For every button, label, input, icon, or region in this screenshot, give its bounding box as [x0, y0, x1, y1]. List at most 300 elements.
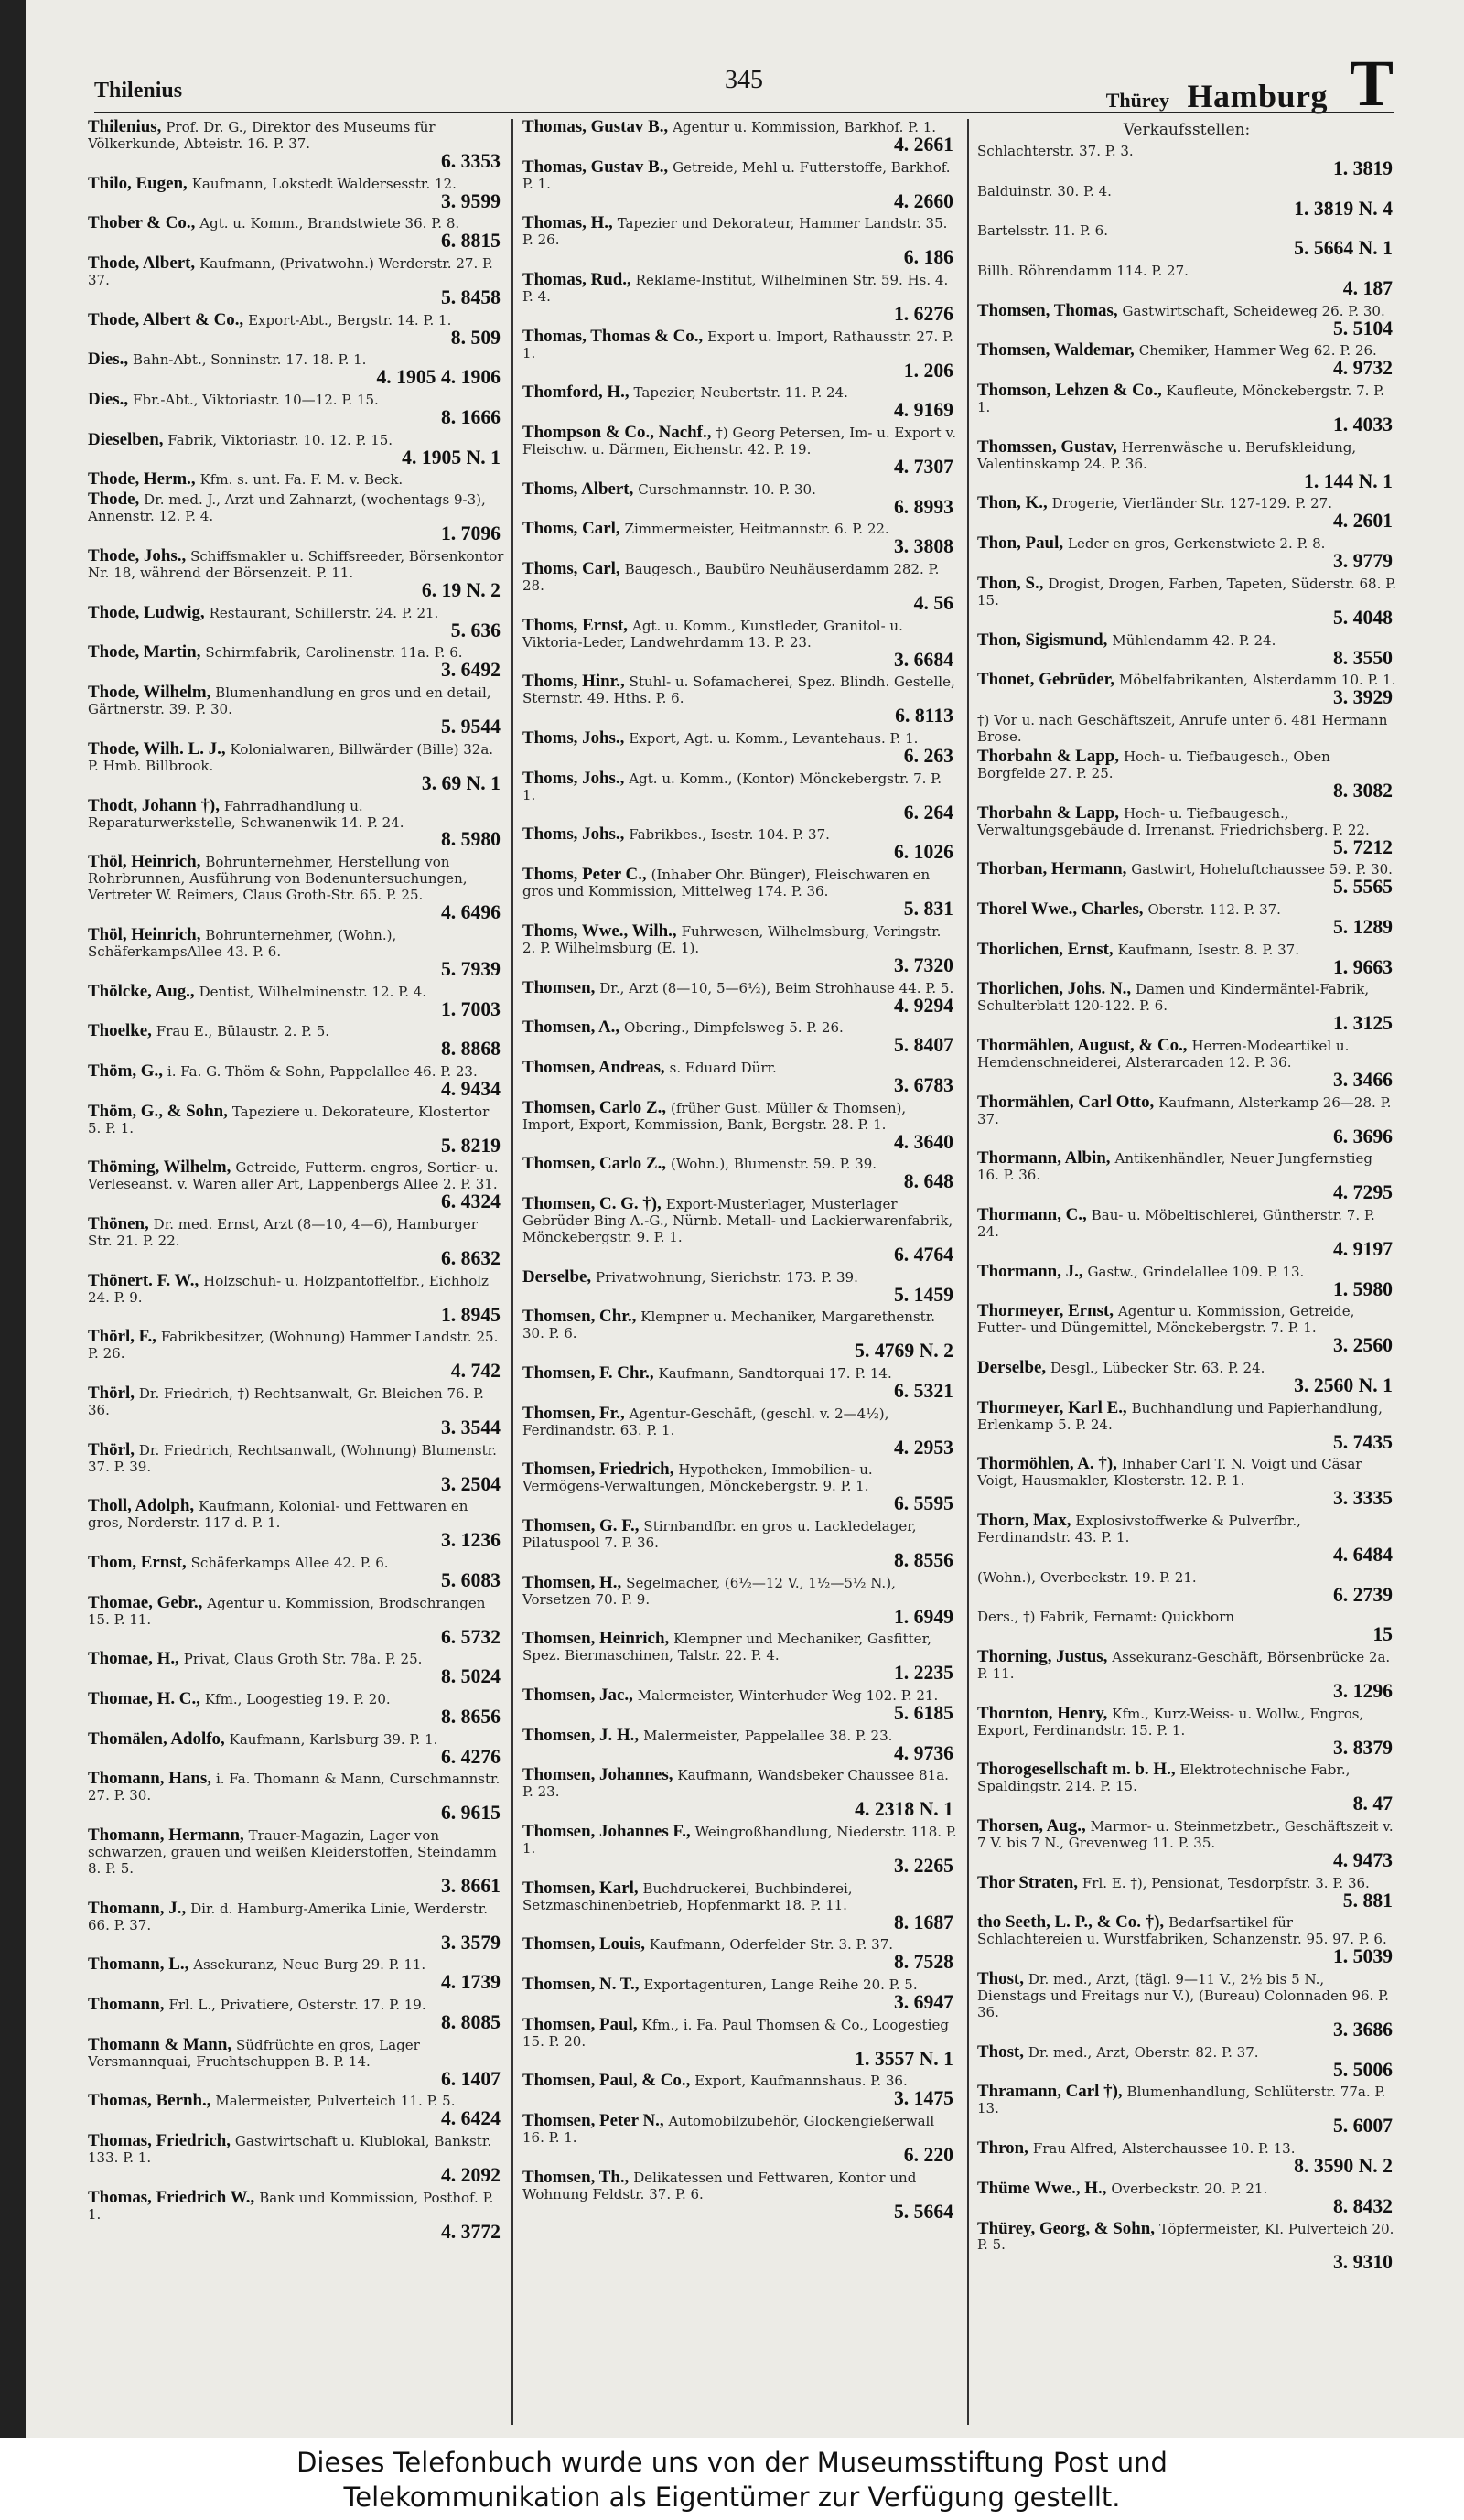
entry-details: Dir. d. Hamburg-Amerika Linie, Werderstr. 66. P. 37. — [88, 1900, 489, 1933]
entry-details: Assekuranz-Geschäft, Börsenbrücke 2a. P. 11. — [977, 1649, 1391, 1683]
directory-entry — [88, 2093, 504, 2130]
entry-name: Thomas, Gustav B., — [522, 119, 669, 136]
entry-phone-number: 4. 2318 N. 1 — [855, 1798, 953, 1821]
entry-details: Oberstr. 112. P. 37. — [1147, 900, 1281, 918]
entry-details: Privatwohnung, Sierichstr. 173. P. 39. — [596, 1268, 858, 1286]
entry-details: Dr. med., Arzt, (tägl. 9—11 V., 2½ bis 5 N., Dienstags und Freitags nur V.), (Bureau) Colonnaden 96. P. 36. — [977, 1971, 1389, 2021]
entry-details: Restaurant, Schillerstr. 24. P. 21. — [209, 604, 439, 621]
scan-edge — [0, 0, 26, 2438]
entry-details: (Inhaber Ohr. Bünger), Fleischwaren en gros und Kommission, Mittelweg 174. P. 36. — [522, 867, 931, 900]
directory-entry — [522, 1515, 957, 1572]
entry-name: Thorel Wwe., Charles, — [977, 899, 1144, 919]
entry-details: Gastwirtschaft u. Klublokal, Bankstr. 133. P. 1. — [88, 2133, 492, 2167]
entry-details: Zimmermeister, Heitmannstr. 6. P. 22. — [624, 521, 889, 538]
header-rule — [94, 112, 1394, 113]
entry-details: Fabrikbes., Isestr. 104. P. 37. — [629, 826, 830, 844]
entry-phone-number: 4. 3772 — [440, 2220, 501, 2243]
entry-phone-number: 6. 1026 — [893, 841, 953, 864]
entry-phone-number: 5. 5664 N. 1 — [1294, 237, 1393, 260]
directory-entry — [977, 143, 1396, 180]
entry-details: Tapezier und Dekorateur, Hammer Landstr. 35. P. 26. — [522, 215, 948, 249]
entry-phone-number: 5. 1459 — [893, 1283, 953, 1306]
entry-name: Thoms, Carl, — [522, 559, 620, 579]
entry-name: Thomsen, F. Chr., — [522, 1362, 654, 1383]
entry-details: Hoch- u. Tiefbaugesch., Oben Borgfelde 27. P. 25. — [977, 748, 1330, 781]
entry-details: Bahn-Abt., Sonninstr. 17. 18. P. 1. — [133, 351, 367, 369]
entry-phone-number: 4. 56 — [913, 592, 953, 615]
directory-entry — [522, 867, 957, 921]
directory-entry — [977, 861, 1396, 899]
directory-entry — [977, 1609, 1396, 1646]
entry-details: Töpfermeister, Kl. Pulverteich 20. P. 5. — [977, 2220, 1394, 2254]
directory-entry — [522, 1631, 957, 1685]
entry-details: Schlachterstr. 37. P. 3. — [977, 143, 1134, 159]
entry-details: Agt. u. Komm., (Kontor) Mönckebergstr. 7. P. 1. — [522, 770, 942, 803]
entry-name: Thormöhlen, A. †), — [977, 1454, 1117, 1474]
entry-name: Thode, — [88, 490, 140, 510]
entry-details: Blumenhandlung en gros und en detail, Gärtnerstr. 39. P. 30. — [88, 684, 491, 718]
entry-details: Kfm., Loogestieg 19. P. 20. — [204, 1691, 391, 1707]
entry-details: Exportagenturen, Lange Reihe 20. P. 5. — [643, 1976, 918, 1994]
entry-name: Thoms, Wwe., Wilh., — [522, 921, 677, 941]
entry-phone-number: 4. 7295 — [1332, 1181, 1393, 1204]
entry-details: Kaufmann, Wandsbeker Chaussee 81a. P. 23. — [522, 1767, 949, 1801]
directory-entry — [88, 2034, 504, 2091]
entry-phone-number: 8. 8432 — [1332, 2194, 1393, 2217]
entry-phone-number: 6. 5595 — [893, 1492, 953, 1515]
entry-phone-number: 6. 4276 — [440, 1745, 501, 1768]
entry-name: Thon, Sigismund, — [977, 630, 1108, 650]
entry-phone-number: 1. 2235 — [893, 1662, 953, 1685]
entry-phone-number: 4. 7307 — [893, 456, 953, 479]
entry-name: Thost, — [977, 2041, 1024, 2062]
directory-entry — [88, 215, 504, 253]
entry-name: Thorlichen, Johs. N., — [977, 979, 1132, 999]
directory-entry — [522, 1767, 957, 1821]
entry-phone-number: 3. 2265 — [893, 1855, 953, 1878]
entry-name: Thilenius, — [88, 119, 162, 136]
entry-name: Thon, Paul, — [977, 533, 1064, 554]
entry-details: Billh. Röhrendamm 114. P. 27. — [977, 263, 1189, 280]
entry-phone-number: 6. 8815 — [440, 230, 501, 253]
directory-entry — [88, 1385, 504, 1439]
directory-entry — [522, 1461, 957, 1515]
directory-entry — [88, 548, 504, 602]
entry-details: Export, Kaufmannshaus. P. 36. — [694, 2073, 908, 2090]
directory-entry — [977, 1914, 1396, 1968]
entry-details: Assekuranz, Neue Burg 29. P. 11. — [193, 1956, 426, 1974]
entry-details: Prof. Dr. G., Direktor des Museums für Völkerkunde, Abteistr. 16. P. 37. — [88, 119, 436, 152]
entry-phone-number: 6. 3696 — [1332, 1125, 1393, 1147]
entry-phone-number: 6. 9615 — [440, 1802, 501, 1825]
entry-details: Fabrik, Viktoriastr. 10. 12. P. 15. — [167, 431, 393, 448]
directory-entry — [88, 1213, 504, 1270]
entry-name: Thorsen, Aug., — [977, 1816, 1086, 1836]
entry-phone-number: 4. 6496 — [440, 901, 501, 924]
entry-name: Thormann, Albin, — [977, 1148, 1111, 1168]
entry-name: Thöl, Heinrich, — [88, 852, 201, 872]
entry-phone-number: 8. 8868 — [440, 1038, 501, 1061]
entry-details: Malermeister, Pulverteich 11. P. 5. — [215, 2093, 456, 2110]
directory-entry — [88, 173, 504, 213]
directory-entry — [522, 826, 957, 864]
entry-name: Thompson & Co., Nachf., — [522, 423, 712, 443]
entry-phone-number: 5. 5104 — [1332, 317, 1393, 339]
entry-phone-number: 4. 6424 — [440, 2107, 501, 2130]
entry-name: Thomas, Bernh., — [88, 2091, 211, 2111]
directory-entry — [977, 1872, 1396, 1912]
entry-name: Thormählen, August, & Co., — [977, 1035, 1188, 1055]
directory-entry — [88, 981, 504, 1021]
entry-phone-number: 1. 144 N. 1 — [1304, 469, 1393, 492]
entry-details: Bohrunternehmer, Herstellung von Rohrbrunnen, Ausführung von Bodenuntersuchungen, Vertreter W. Reimers, Claus Groth-Str. 65. P. 25. — [88, 854, 468, 904]
directory-entry — [522, 1362, 957, 1403]
entry-phone-number: 6. 220 — [903, 2144, 953, 2167]
directory-entry — [88, 1997, 504, 2034]
directory-entry — [88, 1956, 504, 1994]
entry-details: Curschmannstr. 10. P. 30. — [638, 480, 816, 498]
entry-details: †) Georg Petersen, Im- u. Export v. Fleischw. u. Därmen, Eichenstr. 42. P. 19. — [522, 425, 956, 458]
directory-entry — [88, 1159, 504, 1213]
entry-phone-number: 5. 6083 — [440, 1568, 501, 1591]
directory-entry — [977, 1094, 1396, 1148]
header-letter: T — [1349, 47, 1394, 120]
entry-details: Gastwirtschaft, Scheideweg 26. P. 30. — [1122, 302, 1385, 319]
entry-name: Thomas, H., — [522, 213, 613, 233]
entry-phone-number: 5. 5664 — [893, 2200, 953, 2223]
entry-phone-number: 1. 3557 N. 1 — [855, 2047, 953, 2070]
entry-details: Dr. Friedrich, †) Rechtsanwalt, Gr. Bleichen 76. P. 36. — [88, 1384, 484, 1418]
entry-phone-number: 8. 8085 — [440, 2011, 501, 2034]
entry-details: Dr. Friedrich, Rechtsanwalt, (Wohnung) Blumenstr. 37. P. 39. — [88, 1441, 497, 1475]
directory-entry — [522, 1572, 957, 1629]
entry-phone-number: 4. 2092 — [440, 2164, 501, 2187]
entry-phone-number: 8. 5980 — [440, 828, 501, 851]
entry-name: Thode, Herm., — [88, 469, 196, 490]
entry-name: Thom, Ernst, — [88, 1552, 187, 1572]
entry-phone-number: 1. 7003 — [440, 997, 501, 1020]
entry-name: Thorban, Hermann, — [977, 859, 1127, 879]
directory-entry — [522, 156, 957, 213]
entry-phone-number: 6. 5321 — [893, 1379, 953, 1402]
entry-phone-number: 6. 1407 — [440, 2067, 501, 2090]
directory-entry — [522, 730, 957, 768]
entry-phone-number: 3. 1296 — [1332, 1680, 1393, 1703]
directory-entry — [88, 1771, 504, 1825]
entry-phone-number: 5. 7212 — [1332, 835, 1393, 858]
entry-phone-number: 6. 8993 — [893, 495, 953, 518]
entry-name: Thormann, J., — [977, 1261, 1083, 1281]
column-divider — [511, 119, 513, 2425]
entry-name: Thormeyer, Karl E., — [977, 1397, 1127, 1417]
entry-details: Kaufmann, Karlsburg 39. P. 1. — [229, 1730, 438, 1748]
entry-details: s. Eduard Dürr. — [669, 1059, 777, 1076]
entry-name: Thomae, Gebr., — [88, 1592, 203, 1612]
directory-entry — [88, 491, 504, 545]
entry-details: †) Vor u. nach Geschäftszeit, Anrufe unter 6. 481 Hermann Brose. — [977, 711, 1388, 745]
entry-name: Thon, K., — [977, 493, 1048, 513]
entry-phone-number: 3. 2504 — [440, 1472, 501, 1495]
entry-phone-number: 8. 3590 N. 2 — [1294, 2155, 1393, 2178]
entry-name: Thöming, Wilhelm, — [88, 1158, 231, 1178]
entry-details: Inhaber Carl T. N. Voigt und Cäsar Voigt, Hausmakler, Klosterstr. 12. P. 1. — [977, 1456, 1362, 1490]
entry-name: Thode, Martin, — [88, 642, 201, 662]
entry-name: Thode, Albert & Co., — [88, 309, 244, 329]
entry-name: Thomsen, Heinrich, — [522, 1629, 670, 1649]
entry-details: Holzschuh- u. Holzpantoffelfbr., Eichholz 24. P. 9. — [88, 1272, 489, 1306]
entry-details: Kaufmann, Alsterkamp 26—28. P. 37. — [977, 1093, 1392, 1127]
entry-name: Thonet, Gebrüder, — [977, 670, 1115, 690]
page-header — [94, 47, 1394, 120]
entry-phone-number: 3. 1236 — [440, 1529, 501, 1552]
entry-details: Agentur u. Kommission, Getreide, Futter- und Düngemittel, Mönckebergstr. 7. P. 1. — [977, 1303, 1355, 1337]
entry-phone-number: 8. 7528 — [893, 1951, 953, 1974]
entry-phone-number: 5. 831 — [903, 898, 953, 921]
directory-entry — [977, 1818, 1396, 1872]
directory-entry — [88, 1691, 504, 1728]
entry-details: Möbelfabrikanten, Alsterdamm 10. P. 1. — [1118, 672, 1396, 689]
entry-details: Hoch- u. Tiefbaugesch., Verwaltungsgebäude d. Irrenanst. Friedrichsberg. P. 22. — [977, 804, 1370, 838]
entry-phone-number: 4. 2601 — [1332, 510, 1393, 533]
entry-phone-number: 4. 9197 — [1332, 1237, 1393, 1260]
entry-name: Thormählen, Carl Otto, — [977, 1092, 1155, 1112]
entry-details: Stuhl- u. Sofamacherei, Spez. Blindh. Gestelle, Sternstr. 49. Hths. P. 6. — [522, 673, 955, 707]
directory-entry — [977, 981, 1396, 1035]
entry-details: Malermeister, Pappelallee 38. P. 23. — [643, 1727, 893, 1744]
entry-details: Bau- u. Möbeltischlerei, Güntherstr. 7. P. 24. — [977, 1206, 1375, 1240]
directory-entry — [977, 1357, 1396, 1397]
entry-name: Thomsen, Karl, — [522, 1878, 639, 1898]
entry-name: Thönen, — [88, 1213, 149, 1233]
entry-phone-number: 4. 1905 4. 1906 — [376, 366, 501, 389]
entry-name: Thomsen, J. H., — [522, 1725, 640, 1745]
entry-phone-number: 8. 1687 — [893, 1911, 953, 1933]
directory-entry — [977, 1303, 1396, 1357]
directory-entry — [522, 272, 957, 326]
entry-phone-number: 5. 6007 — [1332, 2115, 1393, 2138]
entry-name: Thoms, Hinr., — [522, 672, 625, 692]
directory-entry — [977, 2084, 1396, 2138]
directory-entry — [977, 436, 1396, 493]
entry-details: Kaufmann, Sandtorquai 17. P. 14. — [658, 1364, 892, 1382]
entry-name: Thorlichen, Ernst, — [977, 939, 1114, 959]
entry-phone-number: 3. 3466 — [1332, 1068, 1393, 1091]
entry-name: Thramann, Carl †), — [977, 2082, 1123, 2102]
entry-details: Hypotheken, Immobilien- u. Vermögens-Verwaltungen, Mönckebergstr. 9. P. 1. — [522, 1461, 873, 1495]
entry-details: Reklame-Institut, Wilhelminen Str. 59. Hs. 4. P. 4. — [522, 272, 949, 306]
entry-details: Agt. u. Komm., Brandstwiete 36. P. 8. — [199, 215, 460, 232]
directory-entry — [88, 1023, 504, 1061]
entry-details: Export, Agt. u. Komm., Levantehaus. P. 1. — [629, 730, 919, 748]
entry-details: Klempner u. Mechaniker, Margarethenstr. 30. P. 6. — [522, 1308, 936, 1342]
entry-phone-number: 4. 9434 — [440, 1077, 501, 1100]
entry-phone-number: 6. 8113 — [895, 705, 953, 727]
entry-name: Thoelke, — [88, 1021, 152, 1041]
entry-name: Thode, Ludwig, — [88, 602, 205, 622]
entry-name: Thilo, Eugen, — [88, 173, 188, 193]
entry-phone-number: 4. 9473 — [1332, 1849, 1393, 1872]
directory-entry — [977, 748, 1396, 802]
entry-name: Derselbe, — [977, 1357, 1047, 1377]
directory-entry — [522, 1824, 957, 1878]
entry-details: Kaufmann, (Privatwohn.) Werderstr. 27. P. 37. — [88, 255, 493, 289]
entry-phone-number: 3. 6947 — [893, 1991, 953, 2014]
entry-details: Fabrikbesitzer, (Wohnung) Hammer Landstr. 25. P. 26. — [88, 1329, 499, 1362]
entry-name: Dies., — [88, 390, 129, 410]
entry-phone-number: 6. 263 — [903, 745, 953, 768]
entry-name: Thorogesellschaft m. b. H., — [977, 1760, 1176, 1780]
directory-entry — [88, 429, 504, 469]
entry-phone-number: 1. 5980 — [1332, 1277, 1393, 1300]
directory-entry — [522, 2014, 957, 2071]
entry-details: Damen und Kindermäntel-Fabrik, Schulterblatt 120-122. P. 6. — [977, 981, 1370, 1015]
entry-details: i. Fa. G. Thöm & Sohn, Pappelallee 46. P. 23. — [167, 1062, 478, 1080]
entry-phone-number: 8. 5024 — [440, 1665, 501, 1688]
entry-name: Dieselben, — [88, 429, 164, 449]
entry-details: Agentur u. Kommission, Barkhof. P. 1. — [673, 119, 937, 135]
entry-phone-number: 5. 4769 N. 2 — [855, 1340, 953, 1362]
entry-details: Fuhrwesen, Wilhelmsburg, Veringstr. 2. P. Wilhelmsburg (E. 1). — [522, 922, 942, 956]
directory-entry — [522, 1687, 957, 1725]
directory-entry — [977, 222, 1396, 260]
entry-details: Bedarfsartikel für Schlachtereien u. Wurstfabriken, Schanzenstr. 95. 97. P. 6. — [977, 1914, 1387, 1948]
entry-phone-number: 5. 881 — [1342, 1889, 1393, 1912]
entry-phone-number: 4. 742 — [450, 1360, 501, 1383]
directory-entry — [977, 1261, 1396, 1301]
entry-name: Dies., — [88, 350, 129, 370]
entry-phone-number: 5. 9544 — [440, 716, 501, 738]
directory-entry — [522, 119, 957, 156]
directory-entry — [88, 351, 504, 389]
entry-phone-number: 5. 7435 — [1332, 1430, 1393, 1453]
entry-phone-number: 3. 3686 — [1332, 2019, 1393, 2041]
entry-name: Thomsen, Louis, — [522, 1934, 645, 1955]
column-3 — [977, 119, 1396, 2425]
directory-entry — [522, 1880, 957, 1934]
entry-phone-number: 1. 3125 — [1332, 1012, 1393, 1035]
directory-entry — [522, 1057, 957, 1097]
entry-name: Thomas, Rud., — [522, 270, 631, 290]
directory-entry — [977, 1569, 1396, 1607]
entry-phone-number: 4. 9736 — [893, 1741, 953, 1764]
entry-name: Thomsen, Andreas, — [522, 1057, 665, 1077]
entry-phone-number: 3. 6684 — [893, 648, 953, 671]
entry-phone-number: 3. 6783 — [893, 1073, 953, 1096]
directory-entry — [977, 183, 1396, 221]
entry-details: Agentur u. Kommission, Brodschrangen 15. P. 11. — [88, 1594, 486, 1628]
entry-details: (Wohn.), Overbeckstr. 19. P. 21. — [977, 1568, 1197, 1586]
entry-phone-number: 4. 9169 — [893, 399, 953, 422]
entry-phone-number: 6. 19 N. 2 — [421, 579, 501, 602]
entry-name: Thomsen, Johannes, — [522, 1765, 673, 1785]
directory-entry — [88, 1329, 504, 1383]
entry-details: Export-Abt., Bergstr. 14. P. 1. — [248, 311, 452, 328]
header-city: Hamburg — [1187, 78, 1328, 114]
entry-name: Thode, Wilhelm, — [88, 683, 211, 703]
directory-entry — [88, 1063, 504, 1101]
entry-details: Marmor- u. Steinmetzbetr., Geschäftszeit v. 7 V. bis 7 N., Grevenweg 11. P. 35. — [977, 1818, 1394, 1852]
entry-phone-number: 5. 8407 — [893, 1034, 953, 1057]
directory-entry — [522, 615, 957, 672]
entry-name: Thörl, F., — [88, 1327, 156, 1347]
entry-name: Thöm, G., & Sohn, — [88, 1101, 228, 1121]
directory-entry — [977, 2218, 1396, 2275]
entry-name: Thomsen, Paul, — [522, 2014, 638, 2034]
directory-entry — [522, 770, 957, 824]
directory-entry — [522, 977, 957, 1018]
entry-details: Dr. med. Ernst, Arzt (8—10, 4—6), Hamburger Str. 21. P. 22. — [88, 1215, 478, 1249]
directory-entry — [522, 1019, 957, 1057]
entry-details: Gastw., Grindelallee 109. P. 13. — [1087, 1263, 1305, 1280]
entry-phone-number: 8. 3082 — [1332, 779, 1393, 802]
entry-phone-number: 5. 4048 — [1332, 606, 1393, 629]
directory-entry — [522, 384, 957, 422]
column-1 — [88, 119, 504, 2425]
entry-name: Thomann, Hermann, — [88, 1825, 244, 1846]
entry-phone-number: 4. 9732 — [1332, 357, 1393, 380]
directory-entry — [88, 854, 504, 924]
entry-name: Thomas, Friedrich, — [88, 2131, 231, 2151]
entry-name: Thomsen, Chr., — [522, 1307, 637, 1327]
directory-entry — [977, 939, 1396, 979]
directory-entry — [88, 1827, 504, 1898]
directory-entry — [522, 1936, 957, 1974]
directory-entry — [522, 2073, 957, 2110]
entry-details: (Wohn.), Blumenstr. 59. P. 39. — [670, 1156, 877, 1173]
entry-phone-number: 8. 1666 — [440, 406, 501, 429]
directory-entry — [977, 1204, 1396, 1261]
entry-phone-number: 1. 8945 — [440, 1303, 501, 1326]
entry-name: Thomann, — [88, 1995, 165, 2015]
entry-name: Thomann, Hans, — [88, 1769, 212, 1789]
directory-entry — [88, 2187, 504, 2244]
entry-phone-number: 3. 3808 — [893, 535, 953, 558]
directory-entry — [977, 802, 1396, 859]
entry-phone-number: 4. 1739 — [440, 1971, 501, 1994]
entry-phone-number: 1. 206 — [903, 359, 953, 382]
entry-phone-number: 6. 3353 — [440, 149, 501, 172]
entry-name: Thorning, Justus, — [977, 1647, 1108, 1667]
entry-phone-number: 1. 4033 — [1332, 414, 1393, 436]
entry-phone-number: 3. 6492 — [440, 659, 501, 682]
page-number: 345 — [725, 66, 763, 94]
directory-entry — [88, 1898, 504, 1955]
entry-phone-number: 15 — [1372, 1623, 1393, 1646]
entry-details: Fbr.-Abt., Viktoriastr. 10—12. P. 15. — [133, 392, 379, 409]
entry-name: Thüme Wwe., H., — [977, 2178, 1107, 2198]
entry-details: Weingroßhandlung, Niederstr. 118. P. 1. — [522, 1824, 957, 1858]
entry-phone-number: 3. 1475 — [893, 2087, 953, 2110]
entry-phone-number: 5. 636 — [450, 619, 501, 641]
directory-entry — [522, 1976, 957, 2014]
entry-details: Leder en gros, Gerkenstwiete 2. P. 8. — [1067, 535, 1326, 553]
entry-name: Thörl, — [88, 1383, 135, 1403]
entry-phone-number: 5. 1289 — [1332, 915, 1393, 938]
directory-entry — [88, 1498, 504, 1552]
directory-entry — [88, 309, 504, 350]
entry-details: Südfrüchte en gros, Lager Versmannquai, Fruchtschuppen B. P. 14. — [88, 2036, 420, 2070]
directory-entry — [88, 255, 504, 309]
directory-entry — [88, 1101, 504, 1158]
entry-details: Frau E., Bülaustr. 2. P. 5. — [156, 1023, 330, 1040]
directory-entry — [522, 1308, 957, 1362]
entry-details: Export-Musterlager, Musterlager Gebrüder Bing A.-G., Nürnb. Metall- und Lackierwarenfabrik, Mönckebergstr. 9. P. 1. — [522, 1195, 953, 1245]
entry-name: Thon, S., — [977, 573, 1044, 593]
entry-name: Thomssen, Gustav, — [977, 436, 1117, 457]
entry-details: Fahrradhandlung u. Reparaturwerkstelle, Schwanenwik 14. P. 24. — [88, 797, 404, 831]
directory-entry — [88, 119, 504, 173]
entry-details: Dr., Arzt (8—10, 5—6½), Beim Strohhause 44. P. 5. — [599, 979, 954, 996]
